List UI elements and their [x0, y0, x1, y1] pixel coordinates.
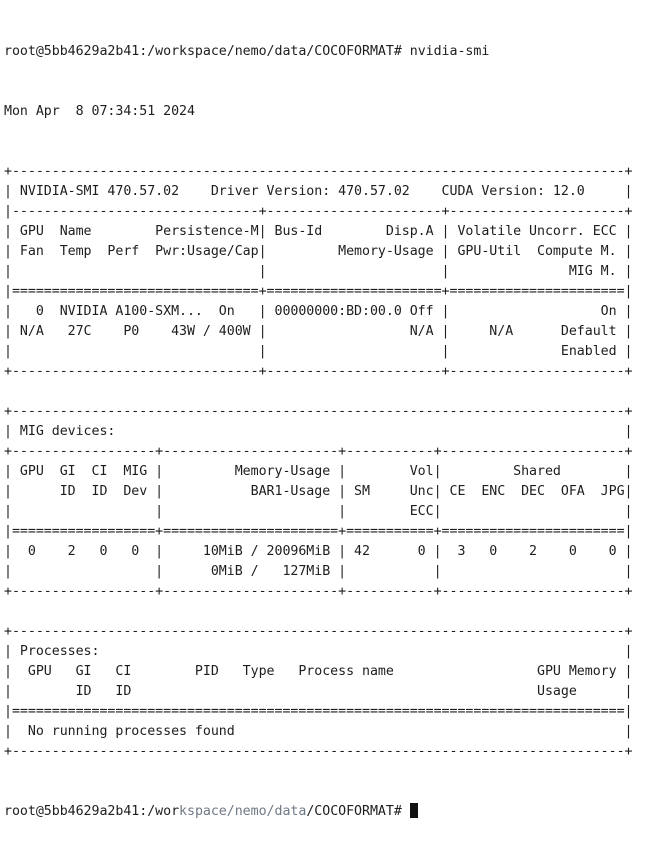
output-line: | NVIDIA-SMI 470.57.02 Driver Version: 470.57.02 CUDA Version: 12.0 |	[4, 184, 633, 199]
output-line: | | | Enabled |	[4, 344, 633, 359]
final-prompt-part: root@5bb4629a2b41:/wor	[4, 804, 180, 819]
output-line	[4, 382, 632, 402]
output-line: +-----------------------------------------------------------------------------+	[4, 164, 633, 179]
output-line: | | | MIG M. |	[4, 264, 633, 279]
output-line: +------------------+----------------------+-----------+-----------------------+	[4, 584, 633, 599]
output-line: +-----------------------------------------------------------------------------+	[4, 404, 633, 419]
output-line: | | | ECC| |	[4, 504, 633, 519]
nvidia-smi-output	[4, 162, 632, 762]
output-line: |=============================================================================|	[4, 704, 633, 719]
final-prompt-part-highlighted: kspace/nemo/data	[179, 804, 307, 819]
output-line: | GPU GI CI MIG | Memory-Usage | Vol| Shared |	[4, 464, 633, 479]
terminal-window[interactable]	[4, 2, 632, 842]
output-line: | | 0MiB / 127MiB | | |	[4, 564, 633, 579]
output-line: |==================+======================+===========+=======================|	[4, 524, 633, 539]
shell-prompt: root@5bb4629a2b41:/workspace/nemo/data/COCOFORMAT#	[4, 44, 410, 59]
text-cursor	[410, 803, 418, 818]
timestamp: Mon Apr 8 07:34:51 2024	[4, 104, 195, 119]
output-line	[4, 602, 632, 622]
output-line: | Processes: |	[4, 644, 633, 659]
output-line: | N/A 27C P0 43W / 400W | N/A | N/A Default |	[4, 324, 633, 339]
output-line: | MIG devices: |	[4, 424, 633, 439]
output-line: | ID ID Dev | BAR1-Usage | SM Unc| CE ENC DEC OFA JPG|	[4, 484, 633, 499]
output-line: +-----------------------------------------------------------------------------+	[4, 624, 633, 639]
output-line: |===============================+======================+======================|	[4, 284, 633, 299]
output-line: | GPU GI CI PID Type Process name GPU Memory |	[4, 664, 633, 679]
output-line: | Fan Temp Perf Pwr:Usage/Cap| Memory-Usage | GPU-Util Compute M. |	[4, 244, 633, 259]
final-prompt-line[interactable]	[4, 802, 632, 822]
output-line: | 0 NVIDIA A100-SXM... On | 00000000:BD:00.0 Off | On |	[4, 304, 633, 319]
output-line: | No running processes found |	[4, 724, 633, 739]
command-text: nvidia-smi	[409, 44, 490, 59]
command-line	[4, 42, 632, 62]
output-line: +-------------------------------+----------------------+----------------------+	[4, 364, 633, 379]
output-line: | ID ID Usage |	[4, 684, 633, 699]
output-line: |-------------------------------+----------------------+----------------------+	[4, 204, 633, 219]
output-line: | GPU Name Persistence-M| Bus-Id Disp.A | Volatile Uncorr. ECC |	[4, 224, 633, 239]
final-prompt-part: /COCOFORMAT#	[306, 804, 410, 819]
output-line: | 0 2 0 0 | 10MiB / 20096MiB | 42 0 | 3 0 2 0 0 |	[4, 544, 633, 559]
output-line: +------------------+----------------------+-----------+-----------------------+	[4, 444, 633, 459]
output-line: +-----------------------------------------------------------------------------+	[4, 744, 633, 759]
